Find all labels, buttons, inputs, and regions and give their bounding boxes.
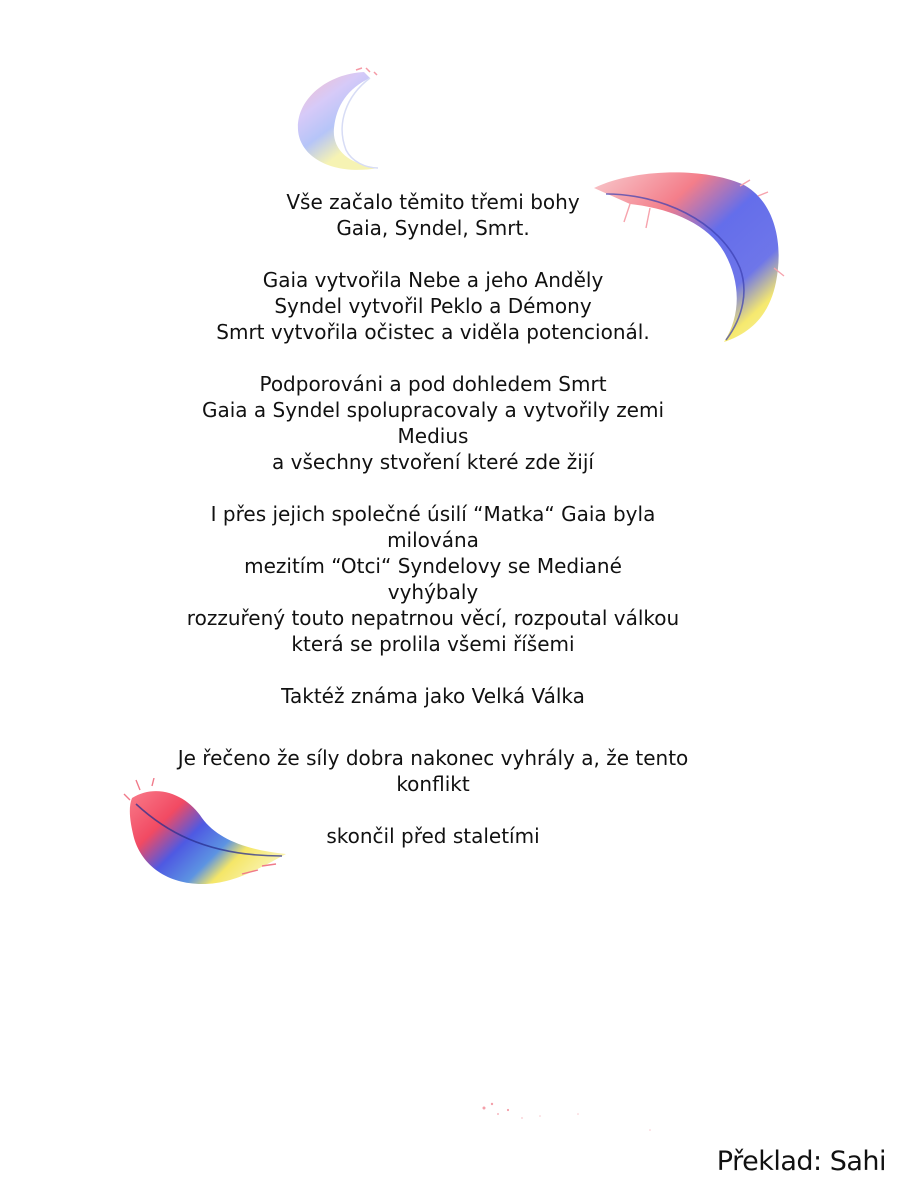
poem-line: I přes jejich společné úsilí “Matka“ Gaia byla: [210, 502, 656, 526]
poem-line: milována: [387, 528, 479, 552]
decorative-specks: [478, 1100, 658, 1140]
stanza: [0, 267, 866, 345]
stanza: [0, 683, 866, 709]
poem-line: která se prolila všemi říšemi: [291, 632, 575, 656]
stanza: [0, 823, 866, 849]
poem-line: Podporováni a pod dohledem Smrt: [259, 372, 607, 396]
poem-line: skončil před staletími: [326, 824, 540, 848]
stanza: [0, 189, 866, 241]
poem-line: Gaia, Syndel, Smrt.: [336, 216, 530, 240]
poem-line: Taktéž známa jako Velká Válka: [281, 684, 585, 708]
translation-credit: Překlad: Sahi: [716, 1146, 886, 1177]
stanza: [0, 501, 866, 657]
poem-line: Vše začalo těmito třemi bohy: [286, 190, 580, 214]
poem-line: Gaia a Syndel spolupracovaly a vytvořily zemi: [201, 398, 665, 422]
poem-line: Syndel vytvořil Peklo a Démony: [274, 294, 592, 318]
poem-line: vyhýbaly: [387, 580, 479, 604]
poem-line: Medius: [397, 424, 469, 448]
poem-line: Gaia vytvořila Nebe a jeho Anděly: [262, 268, 604, 292]
poem-line: mezitím “Otci“ Syndelovy se Mediané: [244, 554, 622, 578]
poem-line: konflikt: [396, 772, 470, 796]
poem-line: rozzuřený touto nepatrnou věcí, rozpoutal válkou: [186, 606, 680, 630]
stanza: [0, 745, 866, 797]
stanza: [0, 371, 866, 475]
feather-icon: [286, 66, 396, 184]
poem-line: Je řečeno že síly dobra nakonec vyhrály a, že tento: [177, 746, 689, 770]
poem-line: Smrt vytvořila očistec a viděla potencionál.: [216, 320, 650, 344]
poem-line: a všechny stvoření které zde žijí: [272, 450, 594, 474]
poem-text: [0, 189, 866, 885]
